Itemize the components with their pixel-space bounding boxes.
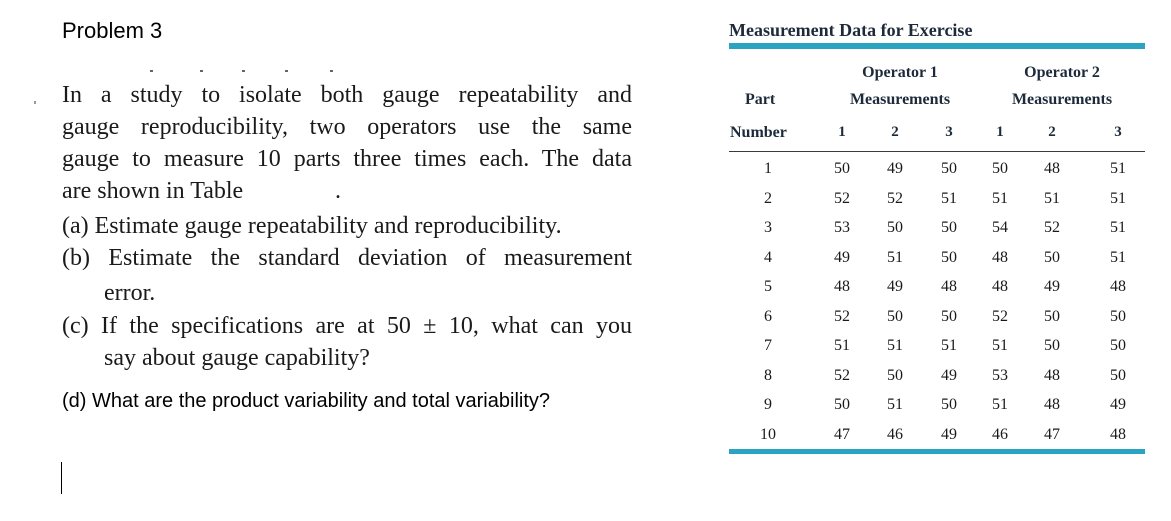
sub-column-header: 3 [945, 124, 953, 140]
part-number-cell: 7 [764, 337, 772, 354]
question-d: (d) What are the product variability and total variability? [62, 390, 551, 412]
measurement-cell: 48 [1044, 160, 1060, 177]
part-number-cell: 8 [764, 366, 772, 384]
measurement-cell: 50 [1044, 248, 1060, 266]
measurement-cell: 49 [834, 248, 850, 266]
measurement-cell: 52 [834, 189, 850, 207]
part-number-cell: 2 [764, 189, 772, 207]
bullet-mark [34, 101, 36, 104]
measurement-cell: 51 [992, 396, 1008, 413]
problem-line: In a study to isolate both gauge repeatability and [62, 82, 632, 108]
measurement-cell: 51 [834, 337, 850, 354]
measurement-cell: 52 [992, 307, 1008, 325]
problem-line: gauge to measure 10 parts three times each. The data [62, 146, 632, 172]
measurement-cell: 52 [834, 307, 850, 325]
question-b: (b) Estimate the standard deviation of measurement [62, 245, 632, 271]
sub-column-header: 3 [1114, 124, 1122, 140]
measurement-cell: 48 [992, 278, 1008, 295]
measurement-cell: 49 [1044, 278, 1060, 295]
measurement-cell: 53 [992, 366, 1008, 384]
measurement-cell: 46 [887, 425, 903, 443]
measurement-cell: 46 [992, 425, 1008, 443]
measurement-cell: 51 [1110, 219, 1126, 236]
text-cursor [61, 462, 62, 494]
measurement-cell: 51 [887, 396, 903, 413]
measurement-cell: 49 [887, 160, 903, 177]
measurement-cell: 48 [1044, 396, 1060, 413]
measurement-cell: 48 [992, 248, 1008, 266]
table-top-rule [729, 43, 1145, 49]
part-number-cell: 4 [764, 248, 772, 266]
measurement-cell: 50 [992, 160, 1008, 177]
measurement-cell: 50 [941, 307, 957, 325]
sub-column-header: 1 [838, 124, 846, 140]
part-number-cell: 3 [764, 219, 772, 236]
question-c-continued: say about gauge capability? [104, 345, 370, 371]
measurement-cell: 50 [1044, 307, 1060, 325]
measurement-cell: 52 [1044, 219, 1060, 236]
measurement-cell: 53 [834, 219, 850, 236]
measurement-cell: 52 [834, 366, 850, 384]
header-operator-2-measurements: Measurements [1011, 91, 1113, 108]
header-operator-2: Operator 2 [1024, 64, 1100, 81]
measurement-cell: 48 [1110, 425, 1126, 443]
table-title: Measurement Data for Exercise [729, 20, 973, 40]
measurement-cell: 51 [1044, 189, 1060, 207]
measurement-cell: 50 [1110, 366, 1126, 384]
question-b-continued: error. [104, 280, 156, 306]
measurement-cell: 50 [941, 248, 957, 266]
header-operator-1-measurements: Measurements [849, 91, 951, 108]
problem-heading: Problem 3 [62, 18, 163, 43]
measurement-cell: 50 [887, 366, 903, 384]
problem-line: gauge reproducibility, two operators use the same [62, 114, 632, 140]
measurement-cell: 50 [1110, 307, 1126, 325]
measurement-cell: 49 [941, 425, 957, 443]
question-a: (a) Estimate gauge repeatability and reproducibility. [62, 213, 562, 239]
measurement-cell: 52 [887, 189, 903, 207]
measurement-cell: 51 [992, 337, 1008, 354]
part-number-cell: 10 [760, 425, 776, 443]
measurement-cell: 50 [941, 219, 957, 236]
measurement-cell: 50 [941, 160, 957, 177]
measurement-cell: 50 [887, 219, 903, 236]
measurement-cell: 51 [992, 189, 1008, 207]
measurement-cell: 47 [834, 425, 850, 443]
measurement-cell: 49 [1110, 396, 1126, 413]
measurement-cell: 51 [887, 337, 903, 354]
part-number-cell: 5 [764, 278, 772, 295]
measurement-cell: 51 [941, 189, 957, 207]
problem-line: are shown in Table [62, 178, 244, 204]
measurement-cell: 51 [887, 248, 903, 266]
measurement-cell: 50 [887, 307, 903, 325]
part-number-cell: 6 [764, 307, 772, 325]
part-number-cell: 9 [764, 396, 772, 413]
measurement-cell: 48 [1044, 366, 1060, 384]
sub-column-header: 2 [1048, 124, 1056, 140]
sub-column-header: 2 [891, 124, 899, 140]
header-operator-1: Operator 1 [862, 64, 938, 81]
measurement-cell: 50 [1110, 337, 1126, 354]
missing-reference-dot: . [335, 178, 341, 204]
table-header-rule [729, 151, 1145, 152]
measurement-cell: 49 [887, 278, 903, 295]
measurement-cell: 51 [1110, 189, 1126, 207]
question-c: (c) If the specifications are at 50 ± 10, what can you [62, 313, 632, 339]
measurement-cell: 51 [1110, 248, 1126, 266]
measurement-cell: 50 [834, 160, 850, 177]
part-number-cell: 1 [764, 160, 772, 177]
measurement-cell: 50 [941, 396, 957, 413]
sub-column-header: 1 [996, 124, 1004, 140]
measurement-cell: 47 [1044, 425, 1060, 443]
measurement-cell: 54 [992, 219, 1008, 236]
header-part: Part [745, 91, 776, 108]
measurement-cell: 48 [941, 278, 957, 295]
measurement-cell: 48 [1110, 278, 1126, 295]
measurement-cell: 50 [1044, 337, 1060, 354]
measurement-cell: 51 [1110, 160, 1126, 177]
measurement-cell: 51 [941, 337, 957, 354]
header-number: Number [730, 124, 787, 141]
measurement-cell: 50 [834, 396, 850, 413]
measurement-cell: 49 [941, 366, 957, 384]
measurement-cell: 48 [834, 278, 850, 295]
table-bottom-rule [729, 449, 1145, 454]
